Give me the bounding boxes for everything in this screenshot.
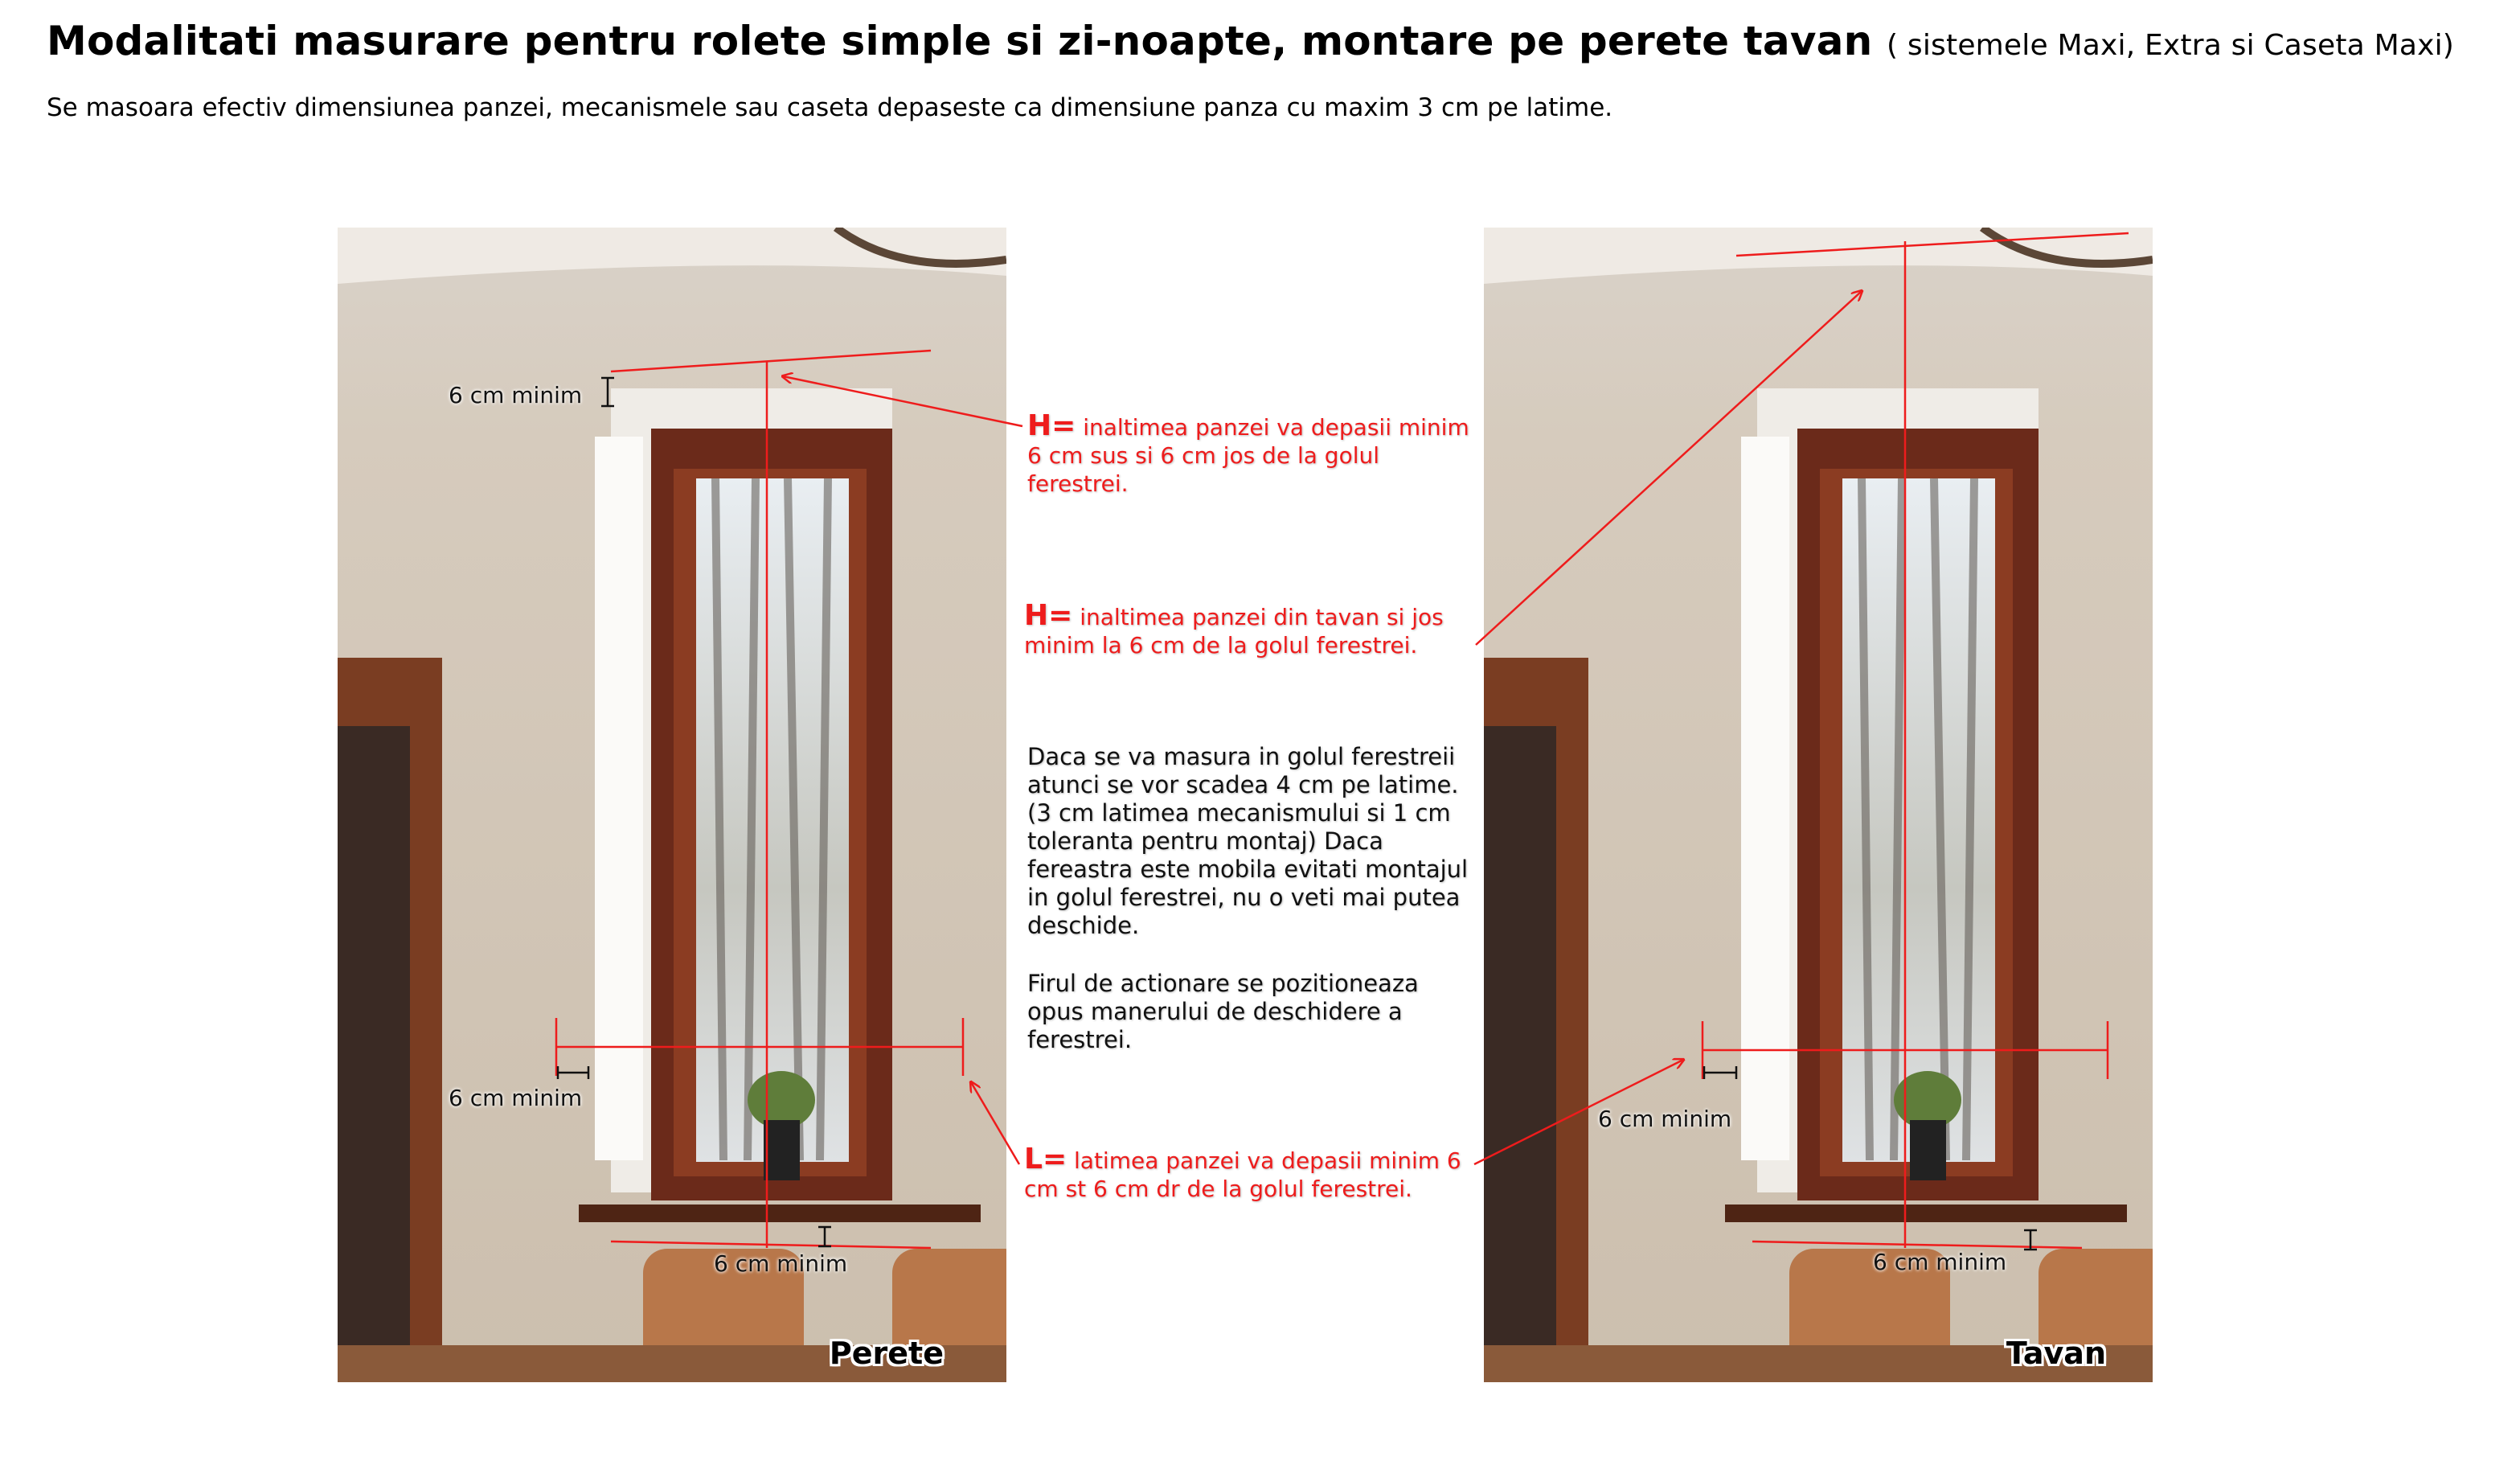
ceiling-scene-illustration — [1484, 228, 2153, 1382]
note-l-key: L= — [1024, 1143, 1067, 1176]
note-l — [1024, 1145, 1474, 1203]
intro-text: Se masoara efectiv dimensiunea panzei, mecanismele sau caseta depaseste ca dimensiune panza cu maxim 3 cm pe latime. — [47, 93, 1613, 122]
wall-label-side: 6 cm minim — [449, 1085, 583, 1111]
ceiling-label-side: 6 cm minim — [1598, 1106, 1732, 1132]
photo-wall-mount — [338, 228, 1006, 1382]
note-h-ceiling-text: inaltimea panzei din tavan si jos minim la 6 cm de la golul ferestrei. — [1024, 604, 1444, 659]
note-paragraph-cord: Firul de actionare se pozitioneaza opus manerului de deschidere a ferestrei. — [1027, 970, 1419, 1053]
note-l-text: latimea panzei va depasii minim 6 cm st 6 cm dr de la golul ferestrei. — [1024, 1147, 1461, 1202]
note-h-wall-key: H= — [1027, 409, 1076, 442]
note-h-ceiling-key: H= — [1024, 599, 1073, 632]
ceiling-caption: Tavan — [2006, 1336, 2106, 1371]
wall-label-top: 6 cm minim — [449, 382, 583, 408]
page-title-main: Modalitati masurare pentru rolete simple si zi-noapte, montare pe perete tavan — [47, 18, 1873, 64]
ceiling-label-bottom: 6 cm minim — [1873, 1249, 2007, 1275]
note-h-wall-text: inaltimea panzei va depasii minim 6 cm sus si 6 cm jos de la golul ferestrei. — [1027, 414, 1469, 497]
note-h-ceiling — [1024, 601, 1474, 659]
wall-label-bottom: 6 cm minim — [714, 1250, 848, 1277]
photo-ceiling-mount — [1484, 228, 2153, 1382]
page-title-subtitle: ( sistemele Maxi, Extra si Caseta Maxi) — [1887, 29, 2455, 62]
page-title — [47, 18, 2454, 64]
note-h-wall — [1027, 409, 1477, 498]
wall-caption: Perete — [829, 1336, 944, 1371]
wall-scene-illustration — [338, 228, 1006, 1382]
note-paragraph-measure: Daca se va masura in golul ferestreii atunci se vor scadea 4 cm pe latime. (3 cm latimea mecanismului si 1 cm toleranta pentru montaj) Daca fereastra este mobila evitati montajul in golul ferestrei, nu o veti mai putea deschide. — [1027, 743, 1469, 939]
